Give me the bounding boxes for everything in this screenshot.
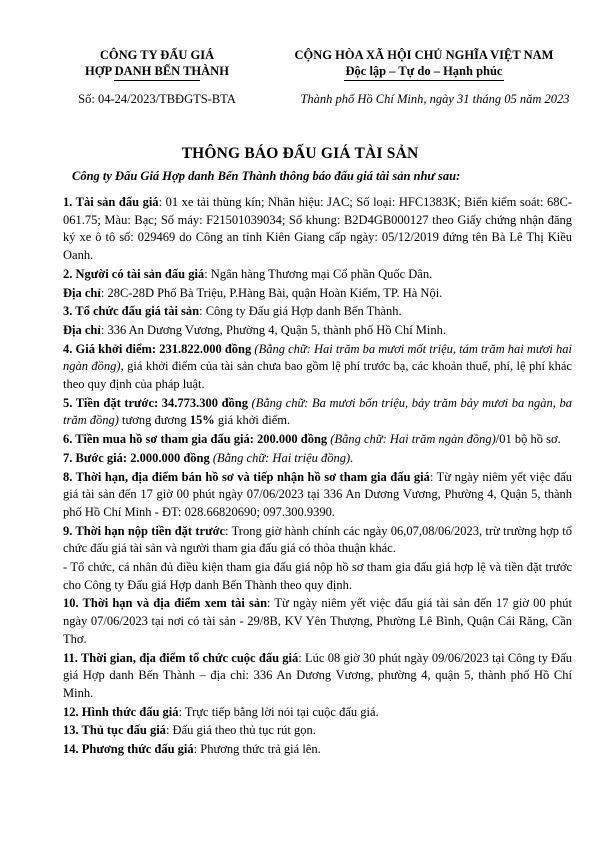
document-number: Số: 04-24/2023/TBĐGTS-BTA <box>78 92 236 106</box>
item-13: 13. Thủ tục đấu giá: Đấu giá theo thủ tục rút gọn. <box>63 723 316 738</box>
national-title: CỘNG HÒA XÃ HỘI CHỦ NGHĨA VIỆT NAM <box>294 48 554 62</box>
item-7: 7. Bước giá: 2.000.000 đồng (Bằng chữ: Hai triệu đồng). <box>63 450 354 465</box>
document-date: Thành phố Hồ Chí Minh, ngày 31 tháng 05 năm 2023 <box>300 92 570 106</box>
item-3: 3. Tổ chức đấu giá tài sản: Công ty Đấu giá Hợp danh Bến Thành. <box>63 304 402 319</box>
company-underline <box>114 80 200 81</box>
item-2: 2. Người có tài sản đấu giá: Ngân hàng Thương mại Cổ phần Quốc Dân. <box>63 266 433 281</box>
item-4: 4. Giá khởi điểm: 231.822.000 đồng (Bằng chữ: Hai trăm ba mươi mốt triệu, tám trăm hai mươi hai ngàn đồng), giá khởi điểm của tài sản chưa bao gồm lệ phí trước bạ, các khoản thuế, phí, lệ phí khác theo quy định của pháp luật. <box>63 341 572 392</box>
item-5: 5. Tiền đặt trước: 34.773.300 đồng (Bằng chữ: Ba mươi bốn triệu, bảy trăm bảy mươi ba ngàn, ba trăm đồng) tương đương 15% giá khởi điểm. <box>63 395 572 428</box>
item-10: 10. Thời hạn và địa điểm xem tài sản: Từ ngày niêm yết việc đấu giá tài sản đến 17 giờ 00 phút ngày 07/06/2023 tại nơi có tài sản - 29/8B, KV Yên Thượng, Phường Lê Bình, Quận Cái Răng, Cần Thơ. <box>63 596 572 646</box>
item-8: 8. Thời hạn, địa điểm bán hồ sơ và tiếp nhận hồ sơ tham gia đấu giá: Từ ngày niêm yết việc đấu giá tài sản đến 17 giờ 00 phút ngày 07/06/2023 tại 336 An Dương Vương, Phường 4, Quận 5, thành phố Hồ Chí Minh - ĐT: 028.66820690; 097.300.9390. <box>63 469 573 519</box>
national-motto: Độc lập – Tự do – Hạnh phúc <box>345 64 503 78</box>
company-name-line2: HỢP DANH BẾN THÀNH <box>85 64 229 78</box>
item-14: 14. Phương thức đấu giá: Phương thức trả giá lên. <box>63 742 321 757</box>
company-header <box>52 47 262 81</box>
national-header <box>270 47 578 81</box>
intro-line: Công ty Đấu Giá Hợp danh Bến Thành thông báo đấu giá tài sản như sau: <box>72 169 461 183</box>
item-9-note: - Tổ chức, cá nhân đủ điều kiện tham gia đấu giá nộp hồ sơ tham gia đấu giá hợp lệ và tiền đặt trước cho Công ty Đấu giá Hợp danh Bến Thành theo quy định. <box>63 560 572 592</box>
item-6: 6. Tiền mua hồ sơ tham gia đấu giá: 200.000 đồng (Bằng chữ: Hai trăm ngàn đồng)/01 bộ hồ sơ. <box>63 432 561 447</box>
item-12: 12. Hình thức đấu giá: Trực tiếp bằng lời nói tại cuộc đấu giá. <box>63 704 379 719</box>
item-9: 9. Thời hạn nộp tiền đặt trước: Trong giờ hành chính các ngày 06,07,08/06/2023, trừ trường hợp tổ chức đấu giá tài sản và người tham gia đấu giá có thỏa thuận khác. <box>63 523 572 556</box>
item-2-address: Địa chỉ: 28C-28D Phố Bà Triệu, P.Hàng Bài, quận Hoàn Kiếm, TP. Hà Nội. <box>63 285 443 300</box>
item-1: 1. Tài sản đấu giá: 01 xe tải thùng kín; Nhãn hiệu: JAC; Số loại: HFC1383K; Biển kiểm soát: 68C-061.75; Màu: Bạc; Số máy: F21501039034; Số khung: B2D4GB000127 theo Giấy chứng nhận đăng ký xe ô tô số: 029469 do Công an tỉnh Kiên Giang cấp ngày: 05/12/2019 đứng tên Bà Lê Thị Kiều Oanh. <box>63 195 573 263</box>
document-body <box>63 194 572 760</box>
item-11: 11. Thời gian, địa điểm tổ chức cuộc đấu giá: Lúc 08 giờ 30 phút ngày 09/06/2023 tại Công ty Đấu giá Hợp danh Bến Thành – địa chỉ: 336 An Dương Vương, phường 4, quận 5, thành phố Hồ Chí Minh. <box>63 650 572 700</box>
motto-underline <box>344 80 504 81</box>
company-name-line1: CÔNG TY ĐẤU GIÁ <box>99 48 215 62</box>
document-title: THÔNG BÁO ĐẤU GIÁ TÀI SẢN <box>181 145 419 162</box>
item-3-address: Địa chỉ: 336 An Dương Vương, Phường 4, Quận 5, thành phố Hồ Chí Minh. <box>63 322 447 337</box>
